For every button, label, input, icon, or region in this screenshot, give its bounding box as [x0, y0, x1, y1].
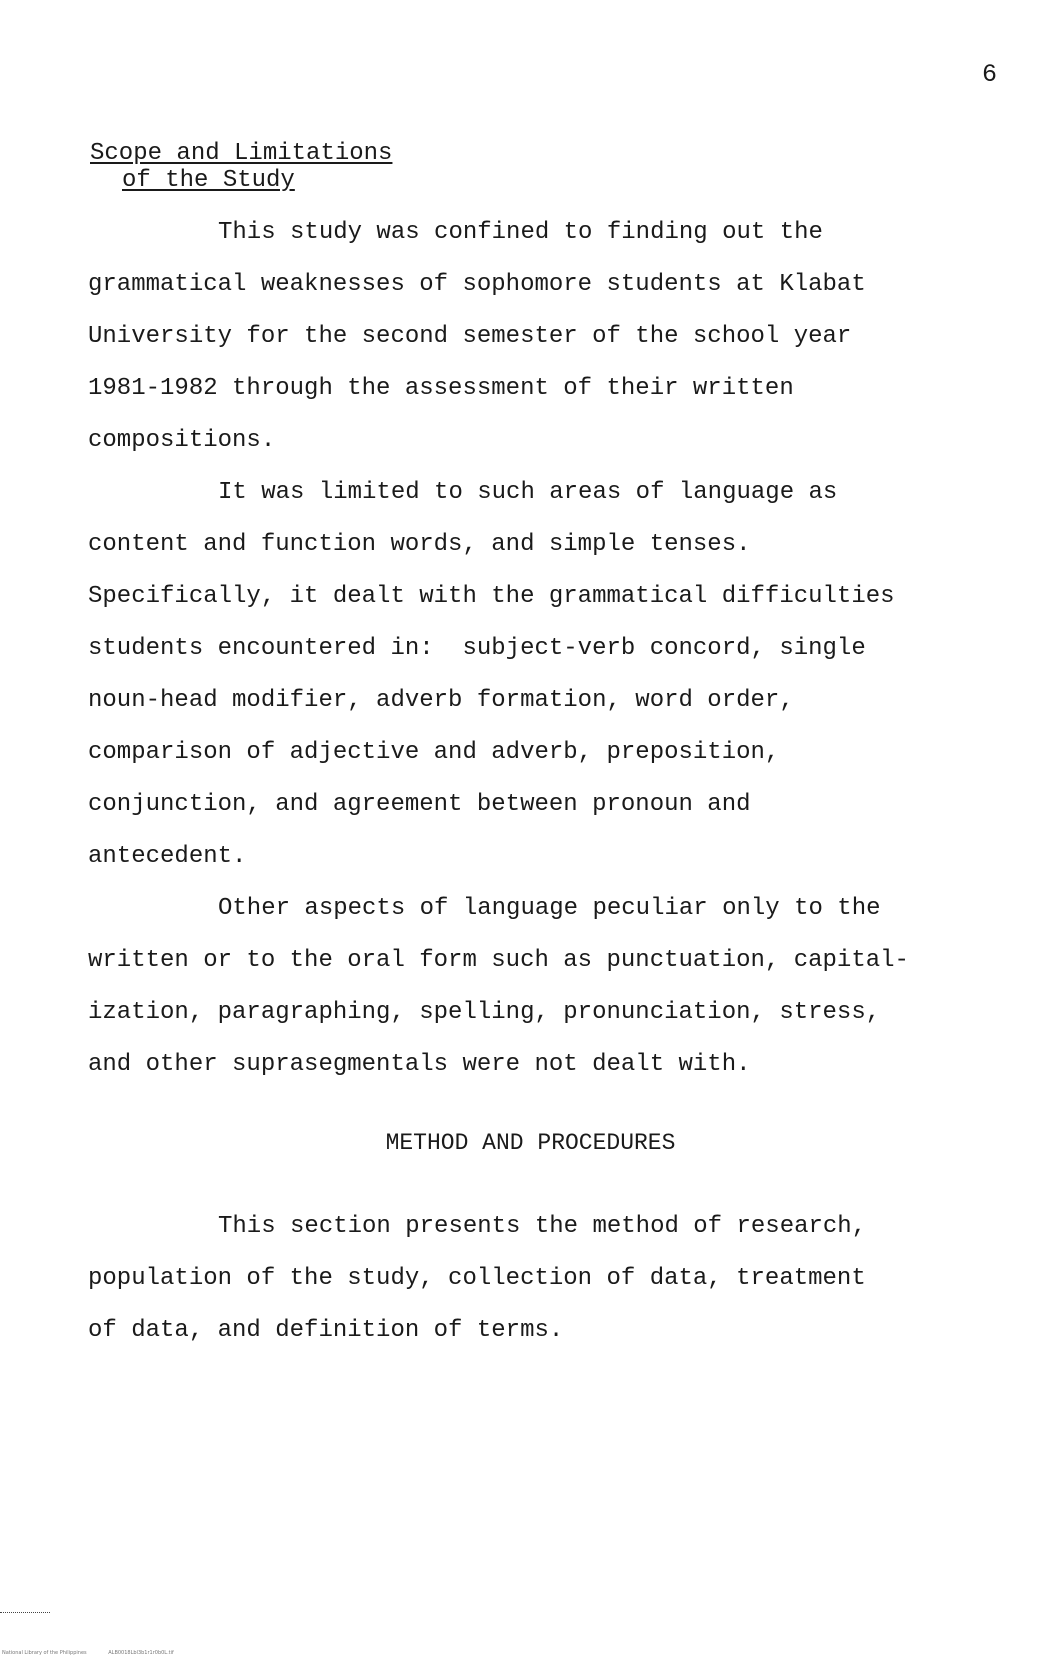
text-line: Other aspects of language peculiar only to the	[218, 895, 881, 922]
text-line: University for the second semester of the school year	[88, 323, 852, 350]
footer-code-text: ALB0018Lbl3b1r1r0b0L.tif	[108, 1650, 174, 1656]
paragraph-scope-1	[88, 207, 1018, 467]
text-line: students encountered in: subject-verb concord, single	[88, 635, 866, 662]
text-line: noun-head modifier, adverb formation, word order,	[88, 687, 794, 714]
text-line: This study was confined to finding out the	[218, 219, 823, 246]
section-heading-line-2: of the Study	[122, 167, 295, 194]
text-line: content and function words, and simple tenses.	[88, 531, 751, 558]
footer-credit	[2, 1650, 174, 1656]
paragraph-method	[88, 1201, 1018, 1357]
text-line: population of the study, collection of data, treatment	[88, 1265, 866, 1292]
text-line: ization, paragraphing, spelling, pronunciation, stress,	[88, 999, 881, 1026]
text-line: It was limited to such areas of language as	[218, 479, 838, 506]
footer-library-text: National Library of the Philippines	[2, 1650, 87, 1656]
text-line: written or to the oral form such as punctuation, capital-	[88, 947, 909, 974]
text-line: comparison of adjective and adverb, preposition,	[88, 739, 780, 766]
text-line: grammatical weaknesses of sophomore students at Klabat	[88, 271, 866, 298]
paragraph-scope-2	[88, 467, 1018, 883]
footer-rule	[0, 1612, 50, 1613]
text-line: and other suprasegmentals were not dealt with.	[88, 1051, 751, 1078]
section-heading-line-1: Scope and Limitations	[90, 140, 393, 167]
paragraph-scope-3	[88, 883, 1018, 1091]
text-line: Specifically, it dealt with the grammatical difficulties	[88, 583, 895, 610]
text-line: conjunction, and agreement between pronoun and	[88, 791, 751, 818]
section-heading-scope	[90, 140, 450, 194]
page-number: 6	[982, 60, 998, 89]
text-line: compositions.	[88, 427, 276, 454]
text-line: of data, and definition of terms.	[88, 1317, 564, 1344]
text-line: antecedent.	[88, 843, 247, 870]
method-heading: METHOD AND PROCEDURES	[385, 1130, 676, 1156]
text-line: 1981-1982 through the assessment of their written	[88, 375, 794, 402]
text-line: This section presents the method of research,	[218, 1213, 867, 1240]
